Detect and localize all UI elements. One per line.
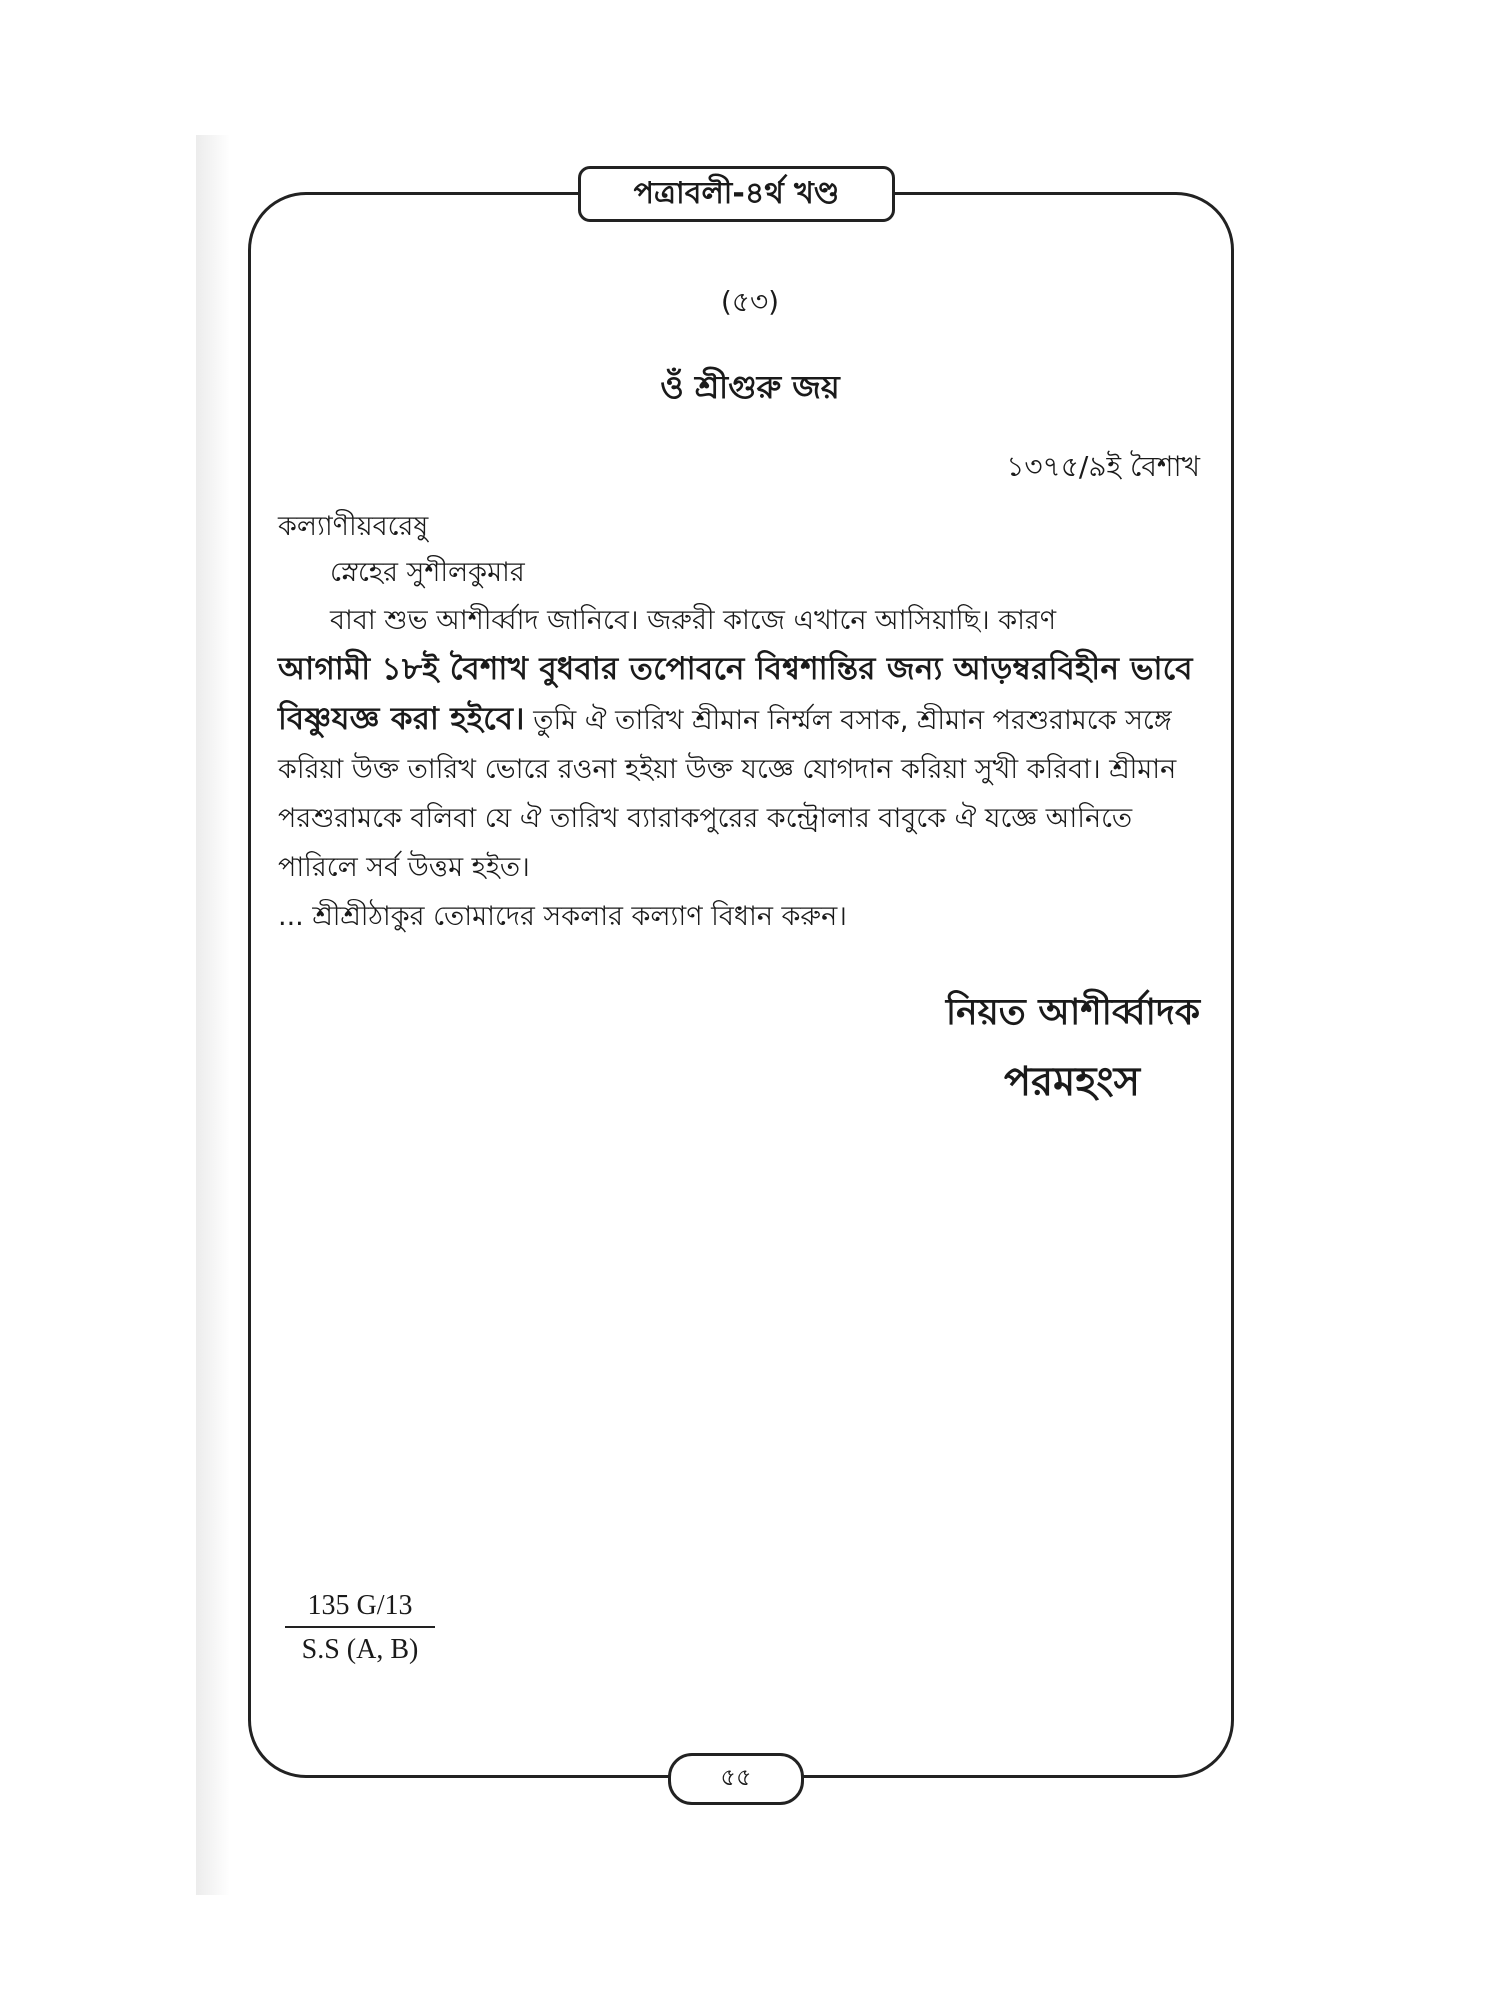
page-number-label: [668, 1753, 804, 1805]
document-code-bottom: S.S (A, B): [301, 1634, 419, 1665]
document-code: [285, 1590, 435, 1666]
invocation-heading: ওঁ শ্রীগুরু জয়: [660, 368, 840, 406]
document-code-top: 135 G/13: [285, 1590, 435, 1628]
body-rest: তুমি ঐ তারিখ শ্রীমান নির্ম্মল বসাক, শ্রীমান পরশুরামকে সঙ্গে করিয়া উক্ত তারিখ ভোরে রওনা হইয়া উক্ত যজ্ঞে যোগদান করিয়া সুখী করিবা। শ্রীমান পরশুরামকে বলিবা যে ঐ তারিখ ব্যারাকপুরের কন্ট্রোলার বাবুকে ঐ যজ্ঞে আনিতে পারিলে সর্ব উত্তম হইত।: [278, 705, 1177, 883]
letter-date: ১৩৭৫/৯ই বৈশাখ: [1006, 450, 1200, 483]
body-intro: বাবা শুভ আশীর্ব্বাদ জানিবে। জরুরী কাজে এখানে আসিয়াছি। কারণ: [330, 605, 1057, 636]
letter-number: (৫৩): [720, 285, 780, 318]
letter-body: [278, 596, 1198, 941]
addressee: স্নেহের সুশীলকুমার: [330, 557, 525, 588]
book-title: পত্রাবলী-৪র্থ খণ্ড: [633, 175, 840, 211]
book-title-label: [578, 166, 895, 222]
salutation: কল্যাণীয়বরেষু: [278, 511, 429, 542]
body-emphasis: আগামী ১৮ই বৈশাখ বুধবার তপোবনে বিশ্বশান্তির জন্য আড়ম্বরবিহীন ভাবে বিষ্ণুযজ্ঞ করা হইবে।: [278, 651, 1193, 737]
page-number: ৫৫: [720, 1763, 752, 1791]
signature-name: পরমহংস: [1003, 1059, 1140, 1105]
body-main: [278, 645, 1198, 892]
body-closing: ... শ্রীশ্রীঠাকুর তোমাদের সকলার কল্যাণ বিধান করুন।: [278, 901, 847, 932]
signature-closing: নিয়ত আশীর্ব্বাদক: [945, 992, 1200, 1033]
